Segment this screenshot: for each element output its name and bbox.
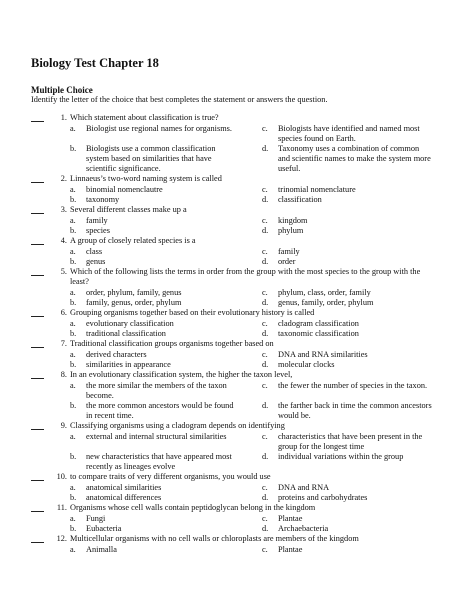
option-text: order [278,257,296,266]
answer-blank[interactable] [31,244,44,245]
question-number: 7. [60,339,67,348]
option-letter: c. [262,381,268,390]
option-text: evolutionary classification [86,319,174,328]
option-text: DNA and RNA [278,483,330,492]
question-text: to compare traits of very different organisms, you would use [70,472,271,481]
option-text: family, genus, order, phylum [86,298,182,307]
option-a [70,288,240,298]
option-d [262,452,432,462]
option-b [70,298,240,308]
option-b [70,257,240,267]
option-letter: c. [262,545,268,554]
option-text: proteins and carbohydrates [278,493,368,502]
option-c [262,247,432,257]
option-c [262,288,432,298]
answer-blank[interactable] [31,429,44,430]
option-letter: a. [70,514,76,523]
option-text: Archaebacteria [278,524,329,533]
option-d [262,401,432,421]
option-text: species [86,226,110,235]
option-letter: a. [70,381,76,390]
option-letter: a. [70,247,76,256]
option-letter: c. [262,185,268,194]
option-b [70,452,240,472]
question-number: 3. [60,205,67,214]
option-letter: a. [70,545,76,554]
option-letter: c. [262,319,268,328]
answer-blank[interactable] [31,378,44,379]
option-c [262,185,432,195]
option-text: anatomical similarities [86,483,162,492]
option-text: classification [278,195,322,204]
option-text: Plantae [278,514,303,523]
answer-blank[interactable] [31,542,44,543]
option-letter: a. [70,124,76,133]
option-letter: b. [70,524,77,533]
option-text: kingdom [278,216,308,225]
option-text: derived characters [86,350,147,359]
option-letter: b. [70,452,77,461]
question-number: 10. [56,472,67,481]
option-letter: d. [262,226,269,235]
answer-blank[interactable] [31,275,44,276]
option-c [262,319,432,329]
option-letter: d. [262,452,269,461]
option-a [70,432,240,442]
option-letter: c. [262,514,268,523]
question-text: Which of the following lists the terms in order from the group with the most species to the group with the least? [70,267,421,286]
question-text: Grouping organisms together based on their evolutionary history is called [70,308,315,317]
question-text: A group of closely related species is a [70,236,196,245]
option-text: Taxonomy uses a combination of common and scientific names to make the system more useful. [278,144,431,173]
question-text: Classifying organisms using a cladogram depends on identifying [70,421,285,430]
option-c [262,350,432,360]
option-c [262,545,432,555]
page-title: Biology Test Chapter 18 [31,56,159,70]
option-letter: b. [70,360,77,369]
option-text: anatomical differences [86,493,162,502]
option-b [70,195,240,205]
option-text: DNA and RNA similarities [278,350,368,359]
question-number: 9. [60,421,67,430]
option-c [262,432,432,452]
question-number: 1. [60,113,67,122]
option-a [70,124,240,134]
option-text: binomial nomenclautre [86,185,163,194]
option-text: phylum, class, order, family [278,288,371,297]
option-text: phylum [278,226,304,235]
option-text: cladogram classification [278,319,359,328]
option-letter: d. [262,524,269,533]
answer-blank[interactable] [31,121,44,122]
question-number: 8. [60,370,67,379]
answer-blank[interactable] [31,347,44,348]
option-letter: a. [70,432,76,441]
option-a [70,185,240,195]
question-number: 11. [56,503,67,512]
option-text: Eubacteria [86,524,122,533]
option-letter: c. [262,124,268,133]
option-d [262,226,432,236]
option-text: taxonomy [86,195,120,204]
option-text: new characteristics that have appeared most recently as lineages evolve [86,452,232,471]
option-letter: a. [70,216,76,225]
option-text: order, phylum, family, genus [86,288,182,297]
option-text: class [86,247,103,256]
option-text: characteristics that have been present in the group for the longest time [278,432,423,451]
option-b [70,493,240,503]
option-letter: d. [262,329,269,338]
answer-blank[interactable] [31,511,44,512]
option-letter: c. [262,288,268,297]
question-number: 6. [60,308,67,317]
answer-blank[interactable] [31,316,44,317]
option-letter: a. [70,319,76,328]
option-text: individual variations within the group [278,452,404,461]
option-a [70,514,240,524]
question-text: Traditional classification groups organisms together based on [70,339,274,348]
option-letter: b. [70,226,77,235]
option-letter: d. [262,360,269,369]
option-letter: d. [262,144,269,153]
option-a [70,483,240,493]
option-b [70,524,240,534]
option-letter: b. [70,257,77,266]
option-text: similarities in appearance [86,360,171,369]
section-heading: Multiple Choice [31,85,93,95]
option-a [70,381,240,401]
option-letter: b. [70,401,77,410]
option-text: Fungi [86,514,106,523]
option-letter: c. [262,432,268,441]
option-text: trinomial nomenclature [278,185,356,194]
option-letter: d. [262,401,269,410]
option-d [262,195,432,205]
option-b [70,401,240,421]
option-a [70,545,240,555]
option-a [70,247,240,257]
option-b [70,329,240,339]
option-letter: a. [70,288,76,297]
option-letter: d. [262,195,269,204]
option-c [262,381,432,391]
answer-blank[interactable] [31,480,44,481]
option-text: Biologists have identified and named most species found on Earth. [278,124,420,143]
option-b [70,360,240,370]
answer-blank[interactable] [31,213,44,214]
option-d [262,298,432,308]
option-letter: b. [70,493,77,502]
question-text: Several different classes make up a [70,205,187,214]
question-text: Linnaeus’s two-word naming system is called [70,174,222,183]
option-text: Animalla [86,545,117,554]
option-letter: a. [70,185,76,194]
option-letter: a. [70,483,76,492]
question-text: Organisms whose cell walls contain peptidoglycan belong in the kingdom [70,503,316,512]
option-text: genus, family, order, phylum [278,298,374,307]
option-text: external and internal structural similarities [86,432,227,441]
question-number: 5. [60,267,67,276]
option-a [70,216,240,226]
option-c [262,124,432,144]
option-d [262,329,432,339]
option-text: the more similar the members of the taxon become. [86,381,227,400]
option-text: Plantae [278,545,303,554]
option-text: the fewer the number of species in the taxon. [278,381,428,390]
question-number: 2. [60,174,67,183]
option-text: taxonomic classification [278,329,359,338]
option-text: Biologists use a common classification system based on similarities that have scientific significance. [86,144,216,173]
option-d [262,144,432,174]
option-text: molecular clocks [278,360,335,369]
option-letter: b. [70,195,77,204]
option-d [262,360,432,370]
option-text: traditional classification [86,329,166,338]
option-letter: c. [262,483,268,492]
option-c [262,216,432,226]
option-letter: c. [262,350,268,359]
option-letter: d. [262,257,269,266]
question-number: 12. [56,534,67,543]
option-letter: c. [262,216,268,225]
option-d [262,524,432,534]
option-b [70,226,240,236]
option-letter: c. [262,247,268,256]
option-letter: d. [262,298,269,307]
option-c [262,483,432,493]
option-text: the more common ancestors would be found in recent time. [86,401,234,420]
question-text: In an evolutionary classification system, the higher the taxon level, [70,370,293,379]
option-a [70,350,240,360]
option-letter: d. [262,493,269,502]
option-letter: b. [70,144,77,153]
option-text: genus [86,257,106,266]
option-text: family [278,247,300,256]
answer-blank[interactable] [31,182,44,183]
question-number: 4. [60,236,67,245]
question-text: Multicellular organisms with no cell walls or chloroplasts are members of the kingdom [70,534,359,543]
option-letter: b. [70,329,77,338]
option-text: family [86,216,108,225]
option-b [70,144,240,174]
question-text: Which statement about classification is true? [70,113,219,122]
option-text: Biologist use regional names for organisms. [86,124,232,133]
instructions-text: Identify the letter of the choice that best completes the statement or answers the question. [31,95,328,104]
option-letter: a. [70,350,76,359]
option-d [262,257,432,267]
option-letter: b. [70,298,77,307]
option-a [70,319,240,329]
option-c [262,514,432,524]
option-d [262,493,432,503]
option-text: the farther back in time the common ancestors would be. [278,401,432,420]
